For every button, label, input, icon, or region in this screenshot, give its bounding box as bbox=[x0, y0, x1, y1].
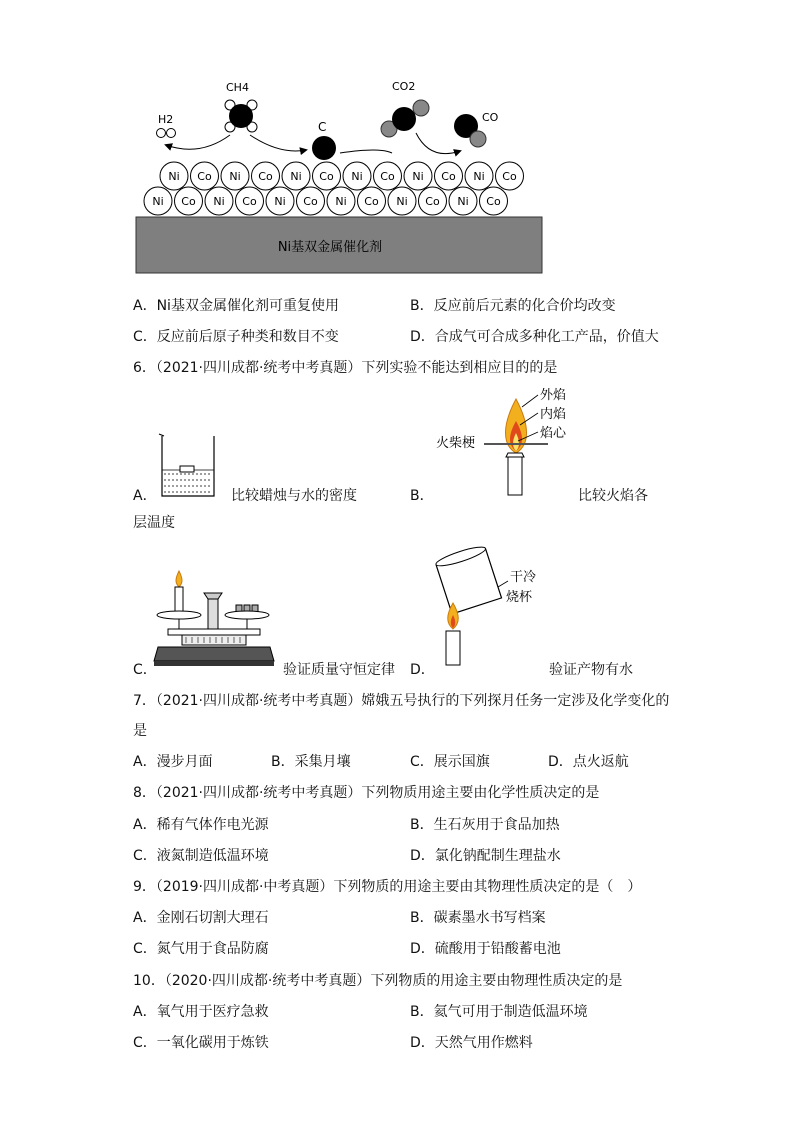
q9-option-a: A．金刚石切割大理石 bbox=[133, 910, 269, 926]
ch4-label: CH4 bbox=[226, 81, 249, 94]
arrow-co2-to-co bbox=[416, 133, 460, 154]
wax-block bbox=[180, 466, 194, 472]
q6-option-a-text: 比较蜡烛与水的密度 bbox=[231, 488, 357, 504]
candle bbox=[508, 457, 522, 495]
q8-stem: 8．（2021·四川成都·统考中考真题）下列物质用途主要由化学性质决定的是 bbox=[133, 785, 600, 801]
q8-option-a: A．稀有气体作电光源 bbox=[133, 817, 269, 833]
h2-atom bbox=[157, 129, 166, 138]
label-outer-flame: 外焰 bbox=[540, 388, 567, 403]
q6-option-b-text-cont: 层温度 bbox=[133, 515, 175, 531]
q6-stem: 6．（2021·四川成都·统考中考真题）下列实验不能达到相应目的的是 bbox=[133, 360, 558, 376]
co-atom-label: Co bbox=[364, 195, 379, 208]
co2-c-atom bbox=[392, 107, 416, 131]
dry-beaker-candle-figure bbox=[430, 545, 560, 670]
ch4-c-atom bbox=[229, 104, 253, 128]
q6-option-d-letter: D． bbox=[410, 662, 435, 678]
label-matchstick: 火柴梗 bbox=[436, 436, 476, 451]
c-label: C bbox=[318, 120, 327, 134]
q6-option-a-letter: A． bbox=[133, 488, 157, 504]
q7-stem-cont: 是 bbox=[133, 723, 147, 739]
arrow-to-c bbox=[250, 135, 306, 151]
co-atom-label: Co bbox=[242, 195, 257, 208]
co-atom-label: Co bbox=[425, 195, 440, 208]
q8-option-b: B．生石灰用于食品加热 bbox=[410, 817, 560, 833]
q6-option-b-text: 比较火焰各 bbox=[578, 488, 648, 504]
q10-option-a: A．氧气用于医疗急救 bbox=[133, 1004, 269, 1020]
h2-label: H2 bbox=[158, 113, 174, 126]
catalyst-reaction-figure bbox=[130, 75, 550, 280]
q7-option-a: A．漫步月面 bbox=[133, 754, 213, 770]
q10-option-b: B．氦气可用于制造低温环境 bbox=[410, 1004, 588, 1020]
catalyst-atom-row-bottom bbox=[144, 187, 508, 215]
label-flame-core: 焰心 bbox=[540, 426, 567, 441]
arrow-c-to-co bbox=[340, 150, 392, 153]
co-atom-label: Co bbox=[486, 195, 501, 208]
q9-option-c: C．氮气用于食品防腐 bbox=[133, 941, 269, 957]
q7-stem: 7．（2021·四川成都·统考中考真题）嫦娥五号执行的下列探月任务一定涉及化学变化的 bbox=[133, 693, 670, 709]
q7-option-d: D．点火返航 bbox=[548, 754, 629, 770]
label-dry-cold: 干冷 bbox=[510, 570, 537, 585]
ni-atom-label: Ni bbox=[290, 170, 302, 183]
q7-option-c: C．展示国旗 bbox=[410, 754, 490, 770]
co-atom-label: Co bbox=[319, 170, 334, 183]
q9-stem: 9．（2019·四川成都·中考真题）下列物质的用途主要由其物理性质决定的是（ ） bbox=[133, 879, 642, 895]
q5-option-a: A．Ni基双金属催化剂可重复使用 bbox=[133, 298, 339, 314]
q9-option-d: D．硫酸用于铅酸蓄电池 bbox=[410, 941, 561, 957]
ni-atom-label: Ni bbox=[152, 195, 164, 208]
ni-atom-label: Ni bbox=[168, 170, 180, 183]
ni-atom-label: Ni bbox=[396, 195, 408, 208]
co2-label: CO2 bbox=[392, 80, 416, 93]
co-atom-label: Co bbox=[380, 170, 395, 183]
q10-stem: 10．（2020·四川成都·统考中考真题）下列物质的用途主要由物理性质决定的是 bbox=[133, 973, 623, 989]
co2-o-atom bbox=[413, 100, 429, 116]
q5-option-d: D．合成气可合成多种化工产品，价值大 bbox=[410, 329, 659, 345]
ni-atom-label: Ni bbox=[274, 195, 286, 208]
candle-flame-figure bbox=[430, 385, 580, 500]
ni-atom-label: Ni bbox=[412, 170, 424, 183]
catalyst-label: Ni基双金属催化剂 bbox=[277, 240, 383, 255]
ni-atom-label: Ni bbox=[473, 170, 485, 183]
co-label: CO bbox=[482, 111, 499, 124]
h2-atom bbox=[167, 129, 176, 138]
q8-option-d: D．氯化钠配制生理盐水 bbox=[410, 848, 561, 864]
label-inner-flame: 内焰 bbox=[540, 407, 567, 422]
co-atom-label: Co bbox=[258, 170, 273, 183]
q6-option-b-letter: B． bbox=[410, 488, 434, 504]
co-atom-label: Co bbox=[181, 195, 196, 208]
q10-option-d: D．天然气用作燃料 bbox=[410, 1035, 533, 1051]
q7-option-b: B．采集月壤 bbox=[271, 754, 351, 770]
beaker-wax-figure bbox=[158, 432, 218, 500]
co-o-atom bbox=[470, 131, 486, 147]
q5-option-b: B．反应前后元素的化合价均改变 bbox=[410, 298, 616, 314]
q5-option-c: C．反应前后原子种类和数目不变 bbox=[133, 329, 339, 345]
q6-option-c-text: 验证质量守恒定律 bbox=[283, 662, 395, 678]
co-atom-label: Co bbox=[502, 170, 517, 183]
ni-atom-label: Ni bbox=[229, 170, 241, 183]
arrow-to-h2 bbox=[166, 135, 230, 149]
co-atom-label: Co bbox=[197, 170, 212, 183]
ni-atom-label: Ni bbox=[457, 195, 469, 208]
catalyst-atom-row-top bbox=[160, 162, 524, 190]
co-atom-label: Co bbox=[303, 195, 318, 208]
q10-option-c: C．一氧化碳用于炼铁 bbox=[133, 1035, 269, 1051]
c-atom bbox=[312, 136, 336, 160]
ni-atom-label: Ni bbox=[335, 195, 347, 208]
balance-figure bbox=[152, 565, 277, 670]
ni-atom-label: Ni bbox=[351, 170, 363, 183]
label-beaker: 烧杯 bbox=[506, 590, 533, 605]
q9-option-b: B．碳素墨水书写档案 bbox=[410, 910, 546, 926]
q8-option-c: C．液氮制造低温环境 bbox=[133, 848, 269, 864]
co-atom-label: Co bbox=[441, 170, 456, 183]
q6-option-c-letter: C． bbox=[133, 662, 157, 678]
ni-atom-label: Ni bbox=[213, 195, 225, 208]
q6-option-d-text: 验证产物有水 bbox=[549, 662, 633, 678]
